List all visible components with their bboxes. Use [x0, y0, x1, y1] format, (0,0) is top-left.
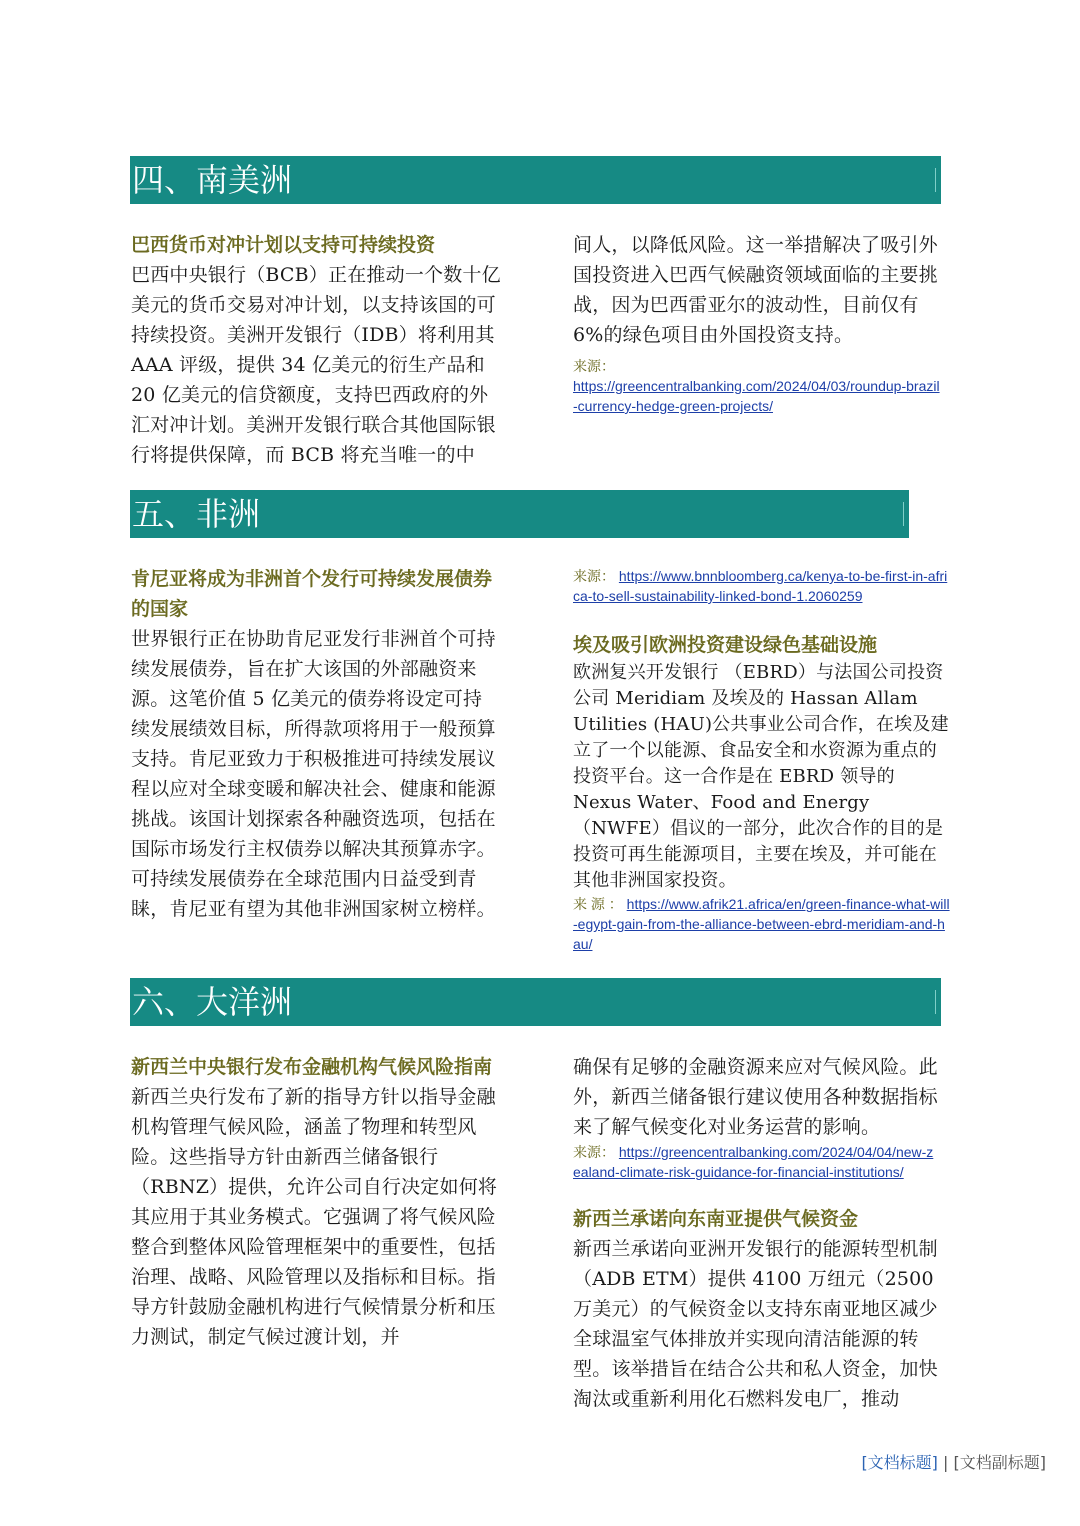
banner-divider — [903, 502, 904, 526]
source-citation — [573, 566, 951, 606]
left-column-south-america — [131, 230, 503, 470]
footer-separator: | — [937, 1453, 954, 1472]
section-banner-oceania — [130, 978, 941, 1026]
left-column-oceania — [131, 1052, 505, 1352]
article-body: 世界银行正在协助肯尼亚发行非洲首个可持续发展债券，旨在扩大该国的外部融资来源。这笔价值 5 亿美元的债券将设定可持续发展绩效目标，所得款项将用于一般预算支持。肯尼亚致力于积极推进可持续发展议程以应对全球变暖和解决社会、健康和能源挑战。该国计划探索各种融资选项，包括在国际市场发行主权债券以解决其预算赤字。可持续发展债券在全球范围内日益受到青睐，肯尼亚有望为其他非洲国家树立榜样。 — [131, 628, 496, 920]
section-banner-africa — [130, 490, 909, 538]
article-heading: 巴西货币对冲计划以支持可持续投资 — [131, 234, 436, 256]
article-body: 新西兰央行发布了新的指导方针以指导金融机构管理气候风险，涵盖了物理和转型风险。这些指导方针由新西兰储备银行（RBNZ）提供，允许公司自行决定如何将其应用于其业务模式。它强调了将气候风险整合到整体风险管理框架中的重要性，包括治理、战略、风险管理以及指标和目标。指导方针鼓励金融机构进行气候情景分析和压力测试，制定气候过渡计划，并 — [131, 1086, 498, 1348]
section-title: 五、非洲 — [132, 495, 261, 533]
right-column-africa — [573, 566, 951, 954]
source-label: 来源： — [573, 568, 615, 584]
article-body: 新西兰承诺向亚洲开发银行的能源转型机制（ADB ETM）提供 4100 万纽元（2500 万美元）的气候资金以支持东南亚地区减少全球温室气体排放并实现向清洁能源的转型。该举措旨在结合公共和私人资金，加快淘汰或重新利用化石燃料发电厂，推动 — [573, 1238, 938, 1410]
source-link[interactable]: https://www.bnnbloomberg.ca/kenya-to-be-first-in-africa-to-sell-sustainability-linked-bond-1.2060259 — [573, 568, 948, 604]
article-body: 巴西中央银行（BCB）正在推动一个数十亿美元的货币交易对冲计划，以支持该国的可持续投资。美洲开发银行（IDB）将利用其 AAA 评级，提供 34 亿美元的衍生产品和 20 亿美元的信贷额度，支持巴西政府的外汇对冲计划。美洲开发银行联合其他国际银行将提供保障，而 BCB 将充当唯一的中 — [131, 264, 501, 466]
article-body-continued: 间人，以降低风险。这一举措解决了吸引外国投资进入巴西气候融资领域面临的主要挑战，因为巴西雷亚尔的波动性，目前仅有 6%的绿色项目由外国投资支持。 — [573, 234, 938, 346]
source-link[interactable]: https://www.afrik21.africa/en/green-finance-what-will-egypt-gain-from-the-alliance-between-ebrd-meridiam-and-hau/ — [573, 896, 950, 952]
source-link[interactable]: https://greencentralbanking.com/2024/04/03/roundup-brazil-currency-hedge-green-projects/ — [573, 378, 940, 414]
article-body: 欧洲复兴开发银行 （EBRD）与法国公司投资公司 Meridiam 及埃及的 Hassan Allam Utilities (HAU)公共事业公司合作，在埃及建立了一个以能源、食品安全和水资源为重点的投资平台。这一合作是在 EBRD 领导的 Nexus Water、Food and Energy（NWFE）倡议的一部分，此次合作的目的是投资可再生能源项目，主要在埃及，并可能在其他非洲国家投资。 — [573, 662, 949, 891]
article-heading: 新西兰中央银行发布金融机构气候风险指南 — [131, 1056, 493, 1078]
document-title-placeholder: [文档标题] — [861, 1453, 938, 1472]
article-heading: 新西兰承诺向东南亚提供气候资金 — [573, 1208, 859, 1230]
right-column-south-america — [573, 230, 941, 416]
section-banner-south-america — [130, 156, 941, 204]
source-label: 来源： — [573, 358, 615, 374]
source-label: 来 源 ： — [573, 896, 623, 912]
section-title: 四、南美洲 — [132, 161, 293, 199]
document-subtitle-placeholder: [文档副标题] — [953, 1453, 1046, 1472]
source-citation — [573, 894, 951, 954]
banner-divider — [935, 990, 936, 1014]
article-heading: 肯尼亚将成为非洲首个发行可持续发展债券的国家 — [131, 568, 493, 620]
article-body-continued: 确保有足够的金融资源来应对气候风险。此外，新西兰储备银行建议使用各种数据指标来了解气候变化对业务运营的影响。 — [573, 1056, 938, 1138]
page-footer — [861, 1450, 1046, 1473]
source-citation — [573, 1142, 941, 1182]
source-citation — [573, 356, 941, 416]
left-column-africa — [131, 564, 501, 924]
source-link[interactable]: https://greencentralbanking.com/2024/04/04/new-zealand-climate-risk-guidance-for-financial-institutions/ — [573, 1144, 934, 1180]
section-title: 六、大洋洲 — [132, 983, 293, 1021]
banner-divider — [935, 168, 936, 192]
right-column-oceania — [573, 1052, 941, 1414]
source-label: 来源： — [573, 1144, 615, 1160]
article-heading: 埃及吸引欧洲投资建设绿色基础设施 — [573, 634, 878, 656]
